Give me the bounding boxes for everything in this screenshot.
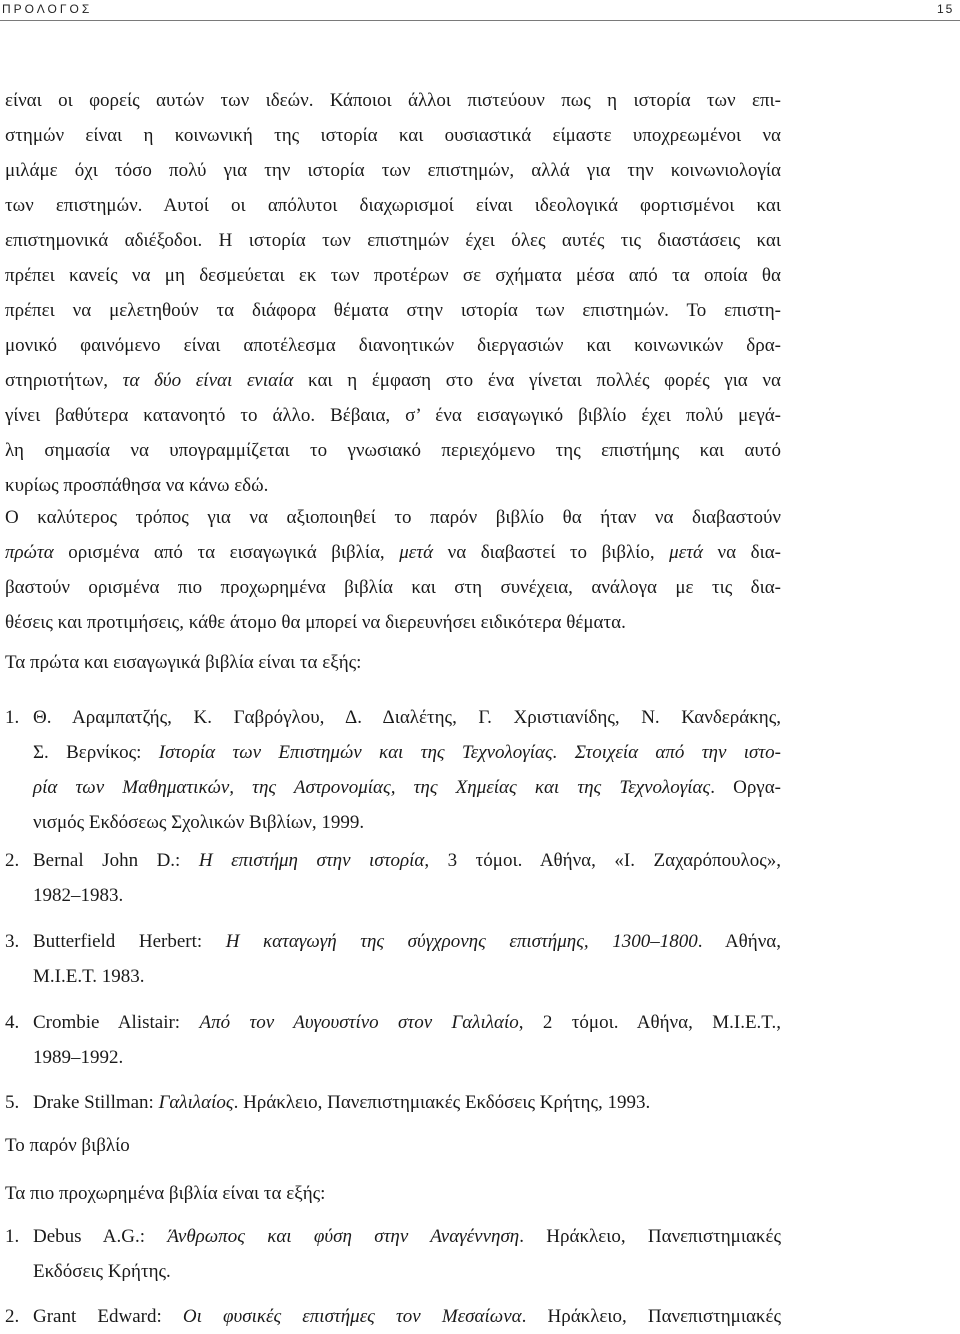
text-line: Τα πιο προχωρημένα βιβλία είναι τα εξής:	[5, 1183, 326, 1204]
text-run: Debus A.G.:	[33, 1226, 168, 1247]
book-title: Άνθρωπος και φύση στην Αναγέννηση	[167, 1226, 520, 1247]
emphasis: τα δύο είναι ενιαία	[122, 370, 294, 391]
text-run: στηριοτήτων,	[5, 370, 123, 391]
text-line	[5, 843, 781, 878]
book-title: Η καταγωγή της σύγχρονης επιστήμης, 1300–1800	[225, 931, 698, 952]
text-line: 1989–1992.	[33, 1047, 124, 1068]
text-run: Drake Stillman:	[33, 1092, 159, 1113]
text-line: μονικό φαινόμενο είναι αποτέλεσμα διανοητικών διεργασιών και κοινωνικών δρα-	[5, 335, 781, 356]
text-line: 1982–1983.	[33, 885, 124, 906]
text-run: να διαβαστεί το βιβλίο,	[433, 542, 670, 563]
text-line	[5, 770, 781, 805]
header-rule	[0, 20, 960, 21]
running-title: ΠΡΟΛΟΓΟΣ	[2, 2, 93, 16]
reference-number: 2.	[5, 1306, 20, 1327]
text-line: βαστούν ορισμένα πιο προχωρημένα βιβλία και στη συνέχεια, ανάλογα με τις δια-	[5, 577, 781, 598]
paragraph-2	[5, 500, 781, 640]
book-title: Η επιστήμη στην ιστορία	[198, 850, 425, 871]
text-line: Τα πρώτα και εισαγωγικά βιβλία είναι τα εξής:	[5, 652, 362, 673]
text-line: θέσεις και προτιμήσεις, κάθε άτομο θα μπορεί να διερευνήσει ειδικότερα θέματα.	[5, 612, 626, 633]
text-line	[5, 1005, 781, 1040]
text-line	[5, 1219, 781, 1254]
text-line: Μ.Ι.Ε.Τ. 1983.	[33, 966, 145, 987]
reference-number: 4.	[5, 1012, 20, 1033]
text-run: Bernal John D.:	[33, 850, 199, 871]
text-run: να δια-	[702, 542, 781, 563]
text-line	[5, 1085, 781, 1120]
text-line	[5, 1299, 781, 1334]
text-run: ορισμένα από τα εισαγωγικά βιβλία,	[53, 542, 400, 563]
advanced-books-heading	[5, 1176, 781, 1211]
reference-number: 1.	[5, 1226, 20, 1247]
text-run: . Ηράκλειο, Πανεπιστημιακές	[521, 1306, 781, 1327]
book-title: Ιστορία των Επιστημών και της Τεχνολογίας. Στοιχεία από την ιστο-	[158, 742, 781, 763]
text-line	[5, 735, 781, 770]
reference-item	[5, 924, 781, 994]
text-run: , 3 τόμοι. Αθήνα, «Ι. Ζαχαρόπουλος»,	[424, 850, 782, 871]
book-title: Από τον Αυγουστίνο στον Γαλιλαίο	[199, 1012, 519, 1033]
text-line: στημών είναι η κοινωνική της ιστορία και ουσιαστικά είμαστε υποχρεωμένοι να	[5, 125, 781, 146]
text-run: Θ. Αραμπατζής, Κ. Γαβρόγλου, Δ. Διαλέτης, Γ. Χριστιανίδης, Ν. Κανδεράκης,	[33, 707, 781, 728]
text-line: λη σημασία να υπογραμμίζεται το γνωσιακό περιεχόμενο της επιστήμης και αυτό	[5, 440, 781, 461]
text-line: Εκδόσεις Κρήτης.	[33, 1261, 171, 1282]
text-line: των επιστημών. Αυτοί οι απόλυτοι διαχωρισμοί είναι ιδεολογικά φορτισμένοι και	[5, 195, 781, 216]
book-title: ρία των Μαθηματικών, της Αστρονομίας, της Χημείας και της Τεχνολογίας	[33, 777, 711, 798]
text-line: πρέπει να μελετηθούν τα διάφορα θέματα στην ιστορία των επιστημών. Το επιστη-	[5, 300, 781, 321]
reference-item	[5, 1299, 781, 1334]
text-run: . Οργα-	[710, 777, 781, 798]
text-run: , 2 τόμοι. Αθήνα, Μ.Ι.Ε.Τ.,	[518, 1012, 781, 1033]
reference-item	[5, 843, 781, 913]
text-line: επιστημονικά αδιέξοδοι. Η ιστορία των επιστημών έχει όλες αυτές τις διαστάσεις και	[5, 230, 781, 251]
book-title: Οι φυσικές επιστήμες τον Μεσαίωνα	[182, 1306, 522, 1327]
emphasis: μετά	[669, 542, 703, 563]
emphasis: πρώτα	[5, 542, 54, 563]
reference-item	[5, 1219, 781, 1289]
text-line	[5, 535, 781, 570]
text-run: Butterfield Herbert:	[33, 931, 226, 952]
text-line: κυρίως προσπάθησα να κάνω εδώ.	[5, 475, 269, 496]
text-line: γίνει βαθύτερα κατανοητό το άλλο. Βέβαια, σ’ ένα εισαγωγικό βιβλίο έχει πολύ μεγά-	[5, 405, 781, 426]
reference-number: 1.	[5, 707, 20, 728]
text-line: Ο καλύτερος τρόπος για να αξιοποιηθεί το παρόν βιβλίο θα ήταν να διαβαστούν	[5, 507, 781, 528]
reference-number: 2.	[5, 850, 20, 871]
reference-number: 3.	[5, 931, 20, 952]
intro-books-heading	[5, 645, 781, 680]
text-run: και η έμφαση στο ένα γίνεται πολλές φορές για να	[293, 370, 781, 391]
text-line: μιλάμε όχι τόσο πολύ για την ιστορία των επιστημών, αλλά για την κοινωνιολογία	[5, 160, 781, 181]
text-line: νισμός Εκδόσεως Σχολικών Βιβλίων, 1999.	[33, 812, 365, 833]
text-line: είναι οι φορείς αυτών των ιδεών. Κάποιοι άλλοι πιστεύουν πως η ιστορία των επι-	[5, 90, 781, 111]
reference-number: 5.	[5, 1092, 20, 1113]
text-run: . Ηράκλειο, Πανεπιστημιακές Εκδόσεις Κρήτης, 1993.	[233, 1092, 651, 1113]
text-run: . Ηράκλειο, Πανεπιστημιακές	[519, 1226, 781, 1247]
text-run: Crombie Alistair:	[33, 1012, 200, 1033]
reference-item	[5, 700, 781, 840]
page-number: 15	[937, 2, 955, 16]
text-run: Σ. Βερνίκος:	[33, 742, 159, 763]
text-line: Το παρόν βιβλίο	[5, 1135, 130, 1156]
running-header	[0, 0, 960, 21]
text-line: πρέπει κανείς να μη δεσμεύεται εκ των προτέρων σε σχήματα μέσα από τα οποία θα	[5, 265, 781, 286]
present-book-label	[5, 1128, 781, 1163]
text-line	[5, 700, 781, 735]
text-run: . Αθήνα,	[697, 931, 782, 952]
text-line	[5, 363, 781, 398]
reference-item	[5, 1085, 781, 1120]
emphasis: μετά	[399, 542, 434, 563]
paragraph-1	[5, 83, 781, 503]
book-title: Γαλιλαίος	[158, 1092, 234, 1113]
text-line	[5, 924, 781, 959]
text-run: Grant Edward:	[33, 1306, 183, 1327]
reference-item	[5, 1005, 781, 1075]
